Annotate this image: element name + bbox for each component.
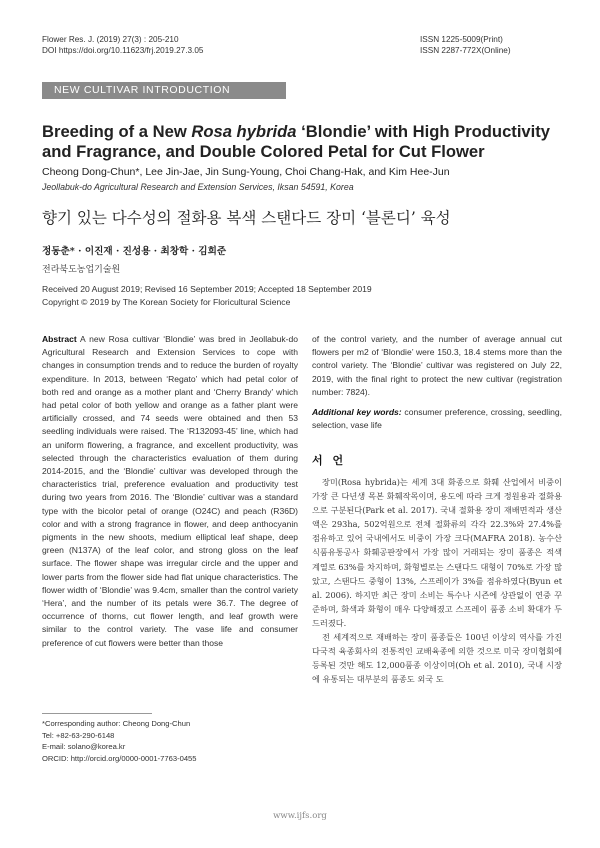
keywords-label: Additional key words: bbox=[312, 407, 402, 418]
keywords-block bbox=[312, 406, 562, 432]
footer-url[interactable]: www.ijfs.org bbox=[273, 811, 327, 821]
introduction-paragraph-2: 전 세계적으로 재배하는 장미 품종들은 100년 이상의 역사를 가진 다국적 육종회사의 전통적인 교배육종에 의한 것으로 미국 장미협회에 등록된 것만 해도 12,000품종 이상이며(Oh et al. 2010), 국내 시장에 유통되는 대부분의 품종도 외국 도 bbox=[312, 632, 562, 685]
abstract-left-column bbox=[42, 333, 298, 650]
corresponding-author: *Corresponding author: Cheong Dong-Chun bbox=[42, 719, 191, 728]
journal-meta-right bbox=[420, 34, 511, 56]
title-part1: Breeding of a New bbox=[42, 122, 192, 141]
copyright-line: Copyright © 2019 by The Korean Society for Floricultural Science bbox=[42, 296, 291, 307]
abstract-text-left: A new Rosa cultivar ‘Blondie’ was bred in Jeollabuk-do Agricultural Research and Extension Services to cope with changes in consumption trends and to reduce the burden of royalty expenditure. In 2013, between ‘Regato’ which had petal color of both red and orange as a mother plant and ‘Cherry Brandy’ which had petal color of both yellow and orange as a father plant were artificially crossed, and 74 seeds were obtained and then 53 seedling individuals were raised. The ‘R132093-45’ line, which had an uniform flowering, a fragrance, and excellent productivity, was selected through the characteristics evaluation of them during 2014-2015, and the ‘Blondie’ cultivar was developed through the characteristics trial, preference evaluation and productivity test during two years from 2016. The ‘Blondie’ cultivar was a standard type with the bicolor petal of orange (O24C) and peach (R36D) color and with a strong fragrance in flower, and deep anthocyanin pigments in the new shoots, medium elliptical leaf shape, deep green (N137A) of the leaf color, and strong gloss on the leaf surface. The flower shape was irregular circle and the upper and lower parts from the flower side had flat unique characteristics. The flower width of ‘Blondie’ was 9.4cm, smaller than the control variety ‘Hera’, and the number of its petals were 36.7. The degree of occurrence of thorns, cut flower length, and leaf growth were similar to the control variety. The vase life and consumer preference of cut flowers were better than those bbox=[42, 334, 298, 648]
keywords-text: consumer preference, crossing, seedling, selection, vase life bbox=[312, 407, 562, 431]
author-affiliation: Jeollabuk-do Agricultural Research and Extension Services, Iksan 54591, Korea bbox=[42, 182, 354, 192]
abstract-text-right: of the control variety, and the number of average annual cut flowers per m2 of ‘Blondie’ were 150.3, 18.4 stems more than the control variety. The ‘Blondie’ cultivar was registered on July 22, 2019, with the final right to protect the new cultivar (registration number: 7824). bbox=[312, 334, 562, 397]
korean-affiliation: 전라북도농업기술원 bbox=[42, 265, 121, 275]
corresponding-author-footnote bbox=[42, 718, 197, 764]
introduction-body bbox=[312, 475, 562, 686]
issn-print: ISSN 1225-5009(Print) bbox=[420, 35, 503, 44]
issn-online: ISSN 2287-772X(Online) bbox=[420, 46, 511, 55]
introduction-paragraph-1: 장미(Rosa hybrida)는 세계 3대 화종으로 화훼 산업에서 비중이 가장 큰 다년생 목본 화훼작목이며, 용도에 따라 크게 정원용과 절화용으로 구분된다(Park et al. 2017). 국내 절화용 장미 재배면적과 생산액은 293ha, 502억원으로 전체 절화류의 각각 22.3%와 27.4%를 점유하고 있어 국내에서도 비중이 가장 크다(MAFRA 2018). 농수산식품유통공사 화훼공판장에서 가장 많이 거래되는 장미 품종은 적색 계열로 63%를 차지하며, 화형별로는 스탠다드 대형이 70%로 가장 많았고, 스탠다드 중형이 13%, 스프레이가 3%를 점유하였다(Byun et al. 2006). 하지만 최근 장미 소비는 특수나 시즌에 상관없이 연중 꾸준하며, 화색과 화형이 매우 다양해졌고 스프레이 품종 소비 확대가 두드러졌다. bbox=[312, 477, 562, 628]
author-orcid[interactable]: ORCID: http://orcid.org/0000-0001-7763-0455 bbox=[42, 753, 197, 763]
title-part2: ‘Blondie’ with High Productivity and Fragrance, and Double Colored Petal for Cut Flower bbox=[42, 122, 551, 161]
article-dates bbox=[42, 283, 562, 308]
journal-meta-left bbox=[42, 34, 203, 56]
doi-link[interactable]: DOI https://doi.org/10.11623/frj.2019.27.3.05 bbox=[42, 46, 204, 55]
footnote-divider bbox=[42, 713, 152, 714]
title-species: Rosa hybrida bbox=[191, 122, 297, 141]
article-title bbox=[42, 122, 562, 162]
section-banner: NEW CULTIVAR INTRODUCTION bbox=[42, 82, 286, 99]
abstract-right-column bbox=[312, 333, 562, 432]
author-tel: Tel: +82-63-290-6148 bbox=[42, 730, 115, 740]
abstract-label: Abstract bbox=[42, 334, 77, 344]
author-email[interactable]: E-mail: solano@korea.kr bbox=[42, 742, 126, 752]
korean-title: 향기 있는 다수성의 절화용 복색 스탠다드 장미 ‘블론디’ 육성 bbox=[42, 209, 451, 227]
korean-authors: 정동춘* · 이진재 · 진성용 · 최창학 · 김희준 bbox=[42, 246, 227, 257]
introduction-heading: 서 언 bbox=[312, 454, 347, 467]
received-dates: Received 20 August 2019; Revised 16 September 2019; Accepted 18 September 2019 bbox=[42, 284, 372, 294]
author-list: Cheong Dong-Chun*, Lee Jin-Jae, Jin Sung-Young, Choi Chang-Hak, and Kim Hee-Jun bbox=[42, 166, 450, 178]
journal-citation: Flower Res. J. (2019) 27(3) : 205-210 bbox=[42, 35, 179, 44]
